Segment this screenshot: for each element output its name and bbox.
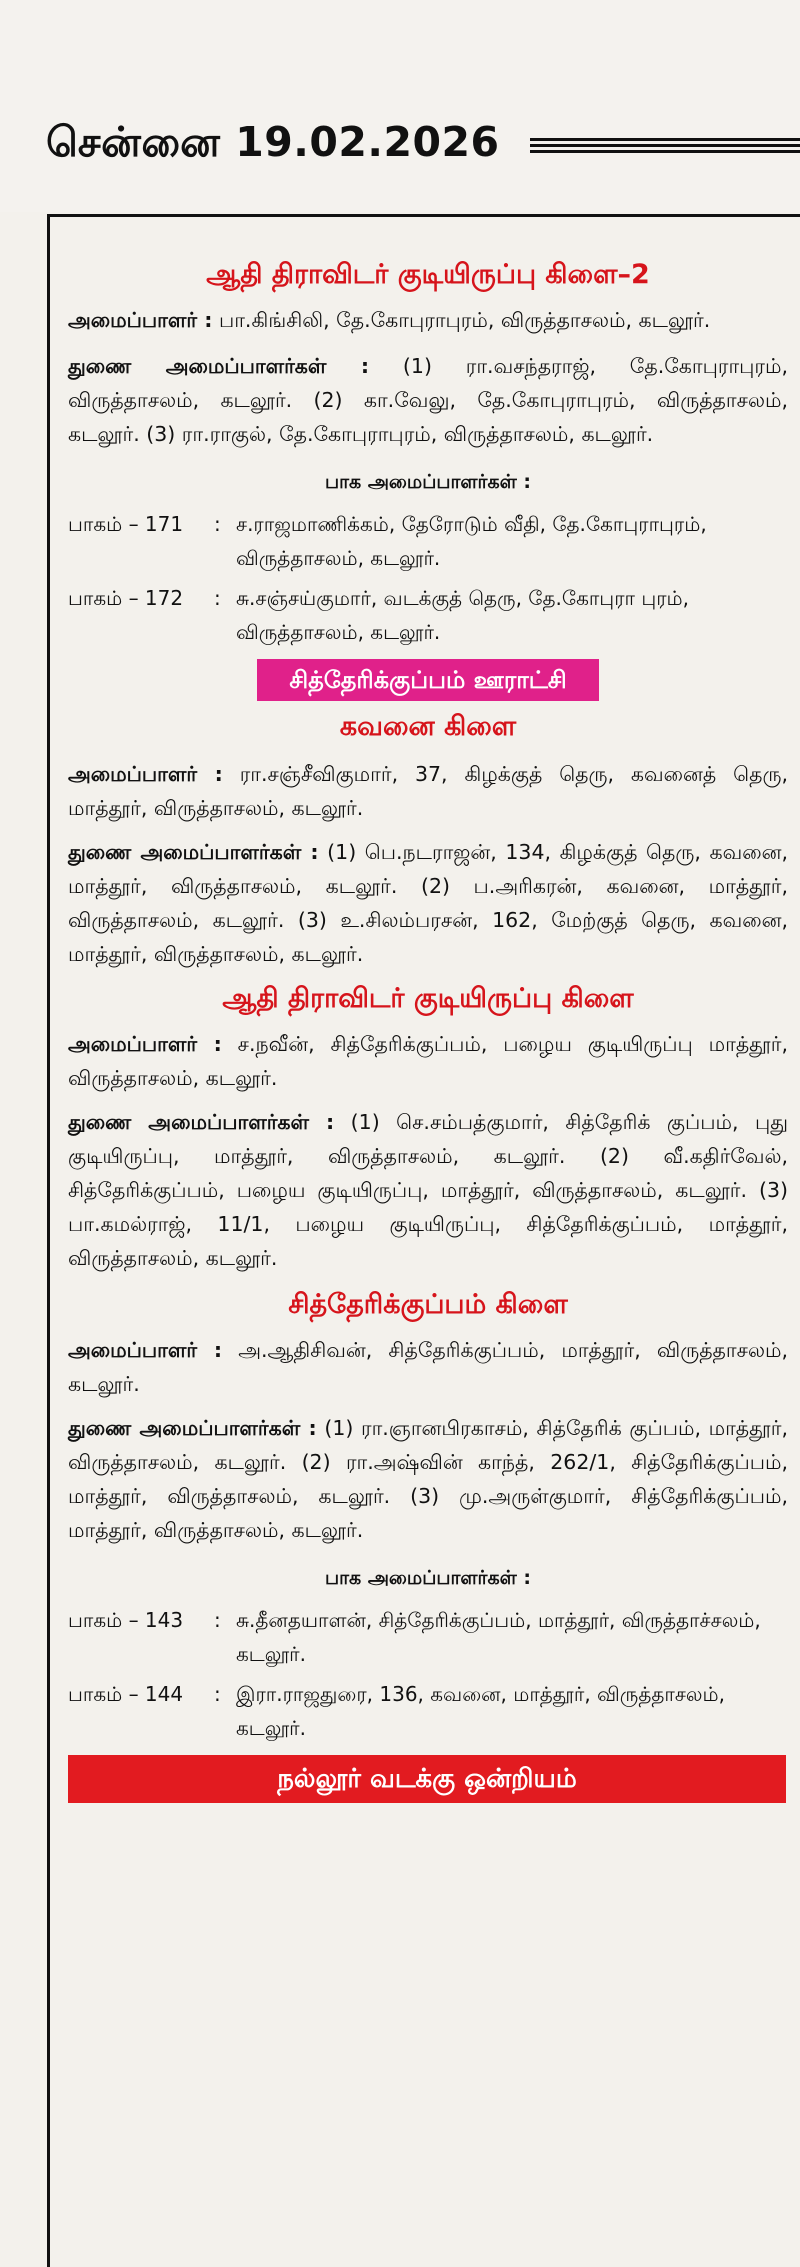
booth-number: பாகம் – 143 bbox=[68, 1608, 184, 1632]
section-title: சித்தேரிக்குப்பம் கிளை bbox=[288, 1289, 568, 1320]
union-band: நல்லூர் வடக்கு ஒன்றியம் bbox=[68, 1755, 786, 1803]
booth-heading: பாக அமைப்பாளர்கள் : bbox=[324, 1567, 531, 1589]
booth-colon: : bbox=[214, 512, 221, 536]
organizer-text: பா.கிங்சிலி, தே.கோபுராபுரம், விருத்தாசலம், கடலூர். bbox=[212, 308, 711, 332]
deputy-label: துணை அமைப்பாளர்கள் : bbox=[68, 840, 319, 864]
deputy-text: (1) பெ.நடராஜன், 134, கிழக்குத் தெரு, கவனை, மாத்தூர், விருத்தாசலம், கடலூர். (2) ப.அரிகரன், கவனை, மாத்தூர், விருத்தாசலம், கடலூர். (3) உ.சிலம்பரசன், 162, மேற்குத் தெரு, கவனை, மாத்தூர், விருத்தாசலம், கடலூர். bbox=[68, 840, 788, 966]
section-title: கவனை கிளை bbox=[339, 711, 517, 742]
section-title: ஆதி திராவிடர் குடியிருப்பு கிளை–2 bbox=[206, 259, 650, 290]
booth-row bbox=[68, 1603, 788, 1671]
header-double-rule bbox=[530, 138, 800, 154]
booth-row bbox=[68, 507, 788, 575]
booth-number: பாகம் – 144 bbox=[68, 1682, 184, 1706]
section-title: ஆதி திராவிடர் குடியிருப்பு கிளை bbox=[222, 983, 634, 1014]
organizer-paragraph bbox=[68, 1333, 788, 1401]
organizer-paragraph bbox=[68, 757, 788, 825]
dateline: சென்னை 19.02.2026 bbox=[46, 118, 500, 166]
booth-text: இரா.ராஜதுரை, 136, கவனை, மாத்தூர், விருத்தாசலம், கடலூர். bbox=[236, 1682, 725, 1740]
booth-colon: : bbox=[214, 1608, 221, 1632]
deputy-text: (1) ரா.ஞானபிரகாசம், சித்தேரிக் குப்பம், மாத்தூர், விருத்தாசலம், கடலூர். (2) ரா.அஷ்வின் காந்த், 262/1, சித்தேரிக்குப்பம், மாத்தூர், விருத்தாசலம், கடலூர். (3) மு.அருள்குமார், சித்தேரிக்குப்பம், மாத்தூர், விருத்தாசலம், கடலூர். bbox=[68, 1416, 788, 1542]
panchayat-band: சித்தேரிக்குப்பம் ஊராட்சி bbox=[257, 659, 599, 701]
organizer-text: அ.ஆதிசிவன், சித்தேரிக்குப்பம், மாத்தூர், விருத்தாசலம், கடலூர். bbox=[68, 1338, 788, 1396]
deputy-text: (1) செ.சம்பத்குமார், சித்தேரிக் குப்பம், புது குடியிருப்பு, மாத்தூர், விருத்தாசலம், கடலூர். (2) வீ.கதிர்வேல், சித்தேரிக்குப்பம், பழைய குடியிருப்பு, மாத்தூர், விருத்தாசலம், கடலூர். (3) பா.கமல்ராஜ், 11/1, பழைய குடியிருப்பு, சித்தேரிக்குப்பம், மாத்தூர், விருத்தாசலம், கடலூர். bbox=[68, 1110, 789, 1270]
booth-number: பாகம் – 172 bbox=[68, 586, 184, 610]
deputy-label: துணை அமைப்பாளர்கள் : bbox=[68, 1110, 335, 1134]
organizer-paragraph bbox=[68, 303, 788, 337]
organizer-label: அமைப்பாளர் : bbox=[68, 308, 213, 332]
organizer-label: அமைப்பாளர் : bbox=[68, 762, 223, 786]
deputy-paragraph bbox=[68, 1411, 788, 1547]
organizer-label: அமைப்பாளர் : bbox=[68, 1032, 222, 1056]
organizer-text: ரா.சஞ்சீவிகுமார், 37, கிழக்குத் தெரு, கவனைத் தெரு, மாத்தூர், விருத்தாசலம், கடலூர். bbox=[68, 762, 788, 820]
booth-row bbox=[68, 581, 788, 649]
organizer-label: அமைப்பாளர் : bbox=[68, 1338, 223, 1362]
booth-heading: பாக அமைப்பாளர்கள் : bbox=[324, 471, 531, 493]
page-header bbox=[0, 0, 800, 212]
deputy-paragraph bbox=[68, 1105, 788, 1275]
deputy-label: துணை அமைப்பாளர்கள் : bbox=[68, 1416, 317, 1440]
article-content bbox=[68, 217, 788, 1803]
deputy-paragraph bbox=[68, 349, 788, 451]
organizer-paragraph bbox=[68, 1027, 788, 1095]
booth-row bbox=[68, 1677, 788, 1745]
organizer-text: ச.நவீன், சித்தேரிக்குப்பம், பழைய குடியிருப்பு மாத்தூர், விருத்தாசலம், கடலூர். bbox=[68, 1032, 788, 1090]
deputy-paragraph bbox=[68, 835, 788, 971]
booth-text: சு.தீனதயாளன், சித்தேரிக்குப்பம், மாத்தூர், விருத்தாச்சலம், கடலூர். bbox=[236, 1608, 761, 1666]
booth-number: பாகம் – 171 bbox=[68, 512, 184, 536]
deputy-text: (1) ரா.வசந்தராஜ், தே.கோபுராபுரம், விருத்தாசலம், கடலூர். (2) கா.வேலு, தே.கோபுராபுரம், விருத்தாசலம், கடலூர். (3) ரா.ராகுல், தே.கோபுராபுரம், விருத்தாசலம், கடலூர். bbox=[68, 354, 789, 446]
deputy-label: துணை அமைப்பாளர்கள் : bbox=[68, 354, 370, 378]
booth-colon: : bbox=[214, 586, 221, 610]
booth-text: ச.ராஜமாணிக்கம், தேரோடும் வீதி, தே.கோபுராபுரம், விருத்தாசலம், கடலூர். bbox=[236, 512, 707, 570]
booth-text: சு.சஞ்சய்குமார், வடக்குத் தெரு, தே.கோபுரா புரம், விருத்தாசலம், கடலூர். bbox=[236, 586, 689, 644]
article-box bbox=[47, 214, 800, 2267]
booth-colon: : bbox=[214, 1682, 221, 1706]
